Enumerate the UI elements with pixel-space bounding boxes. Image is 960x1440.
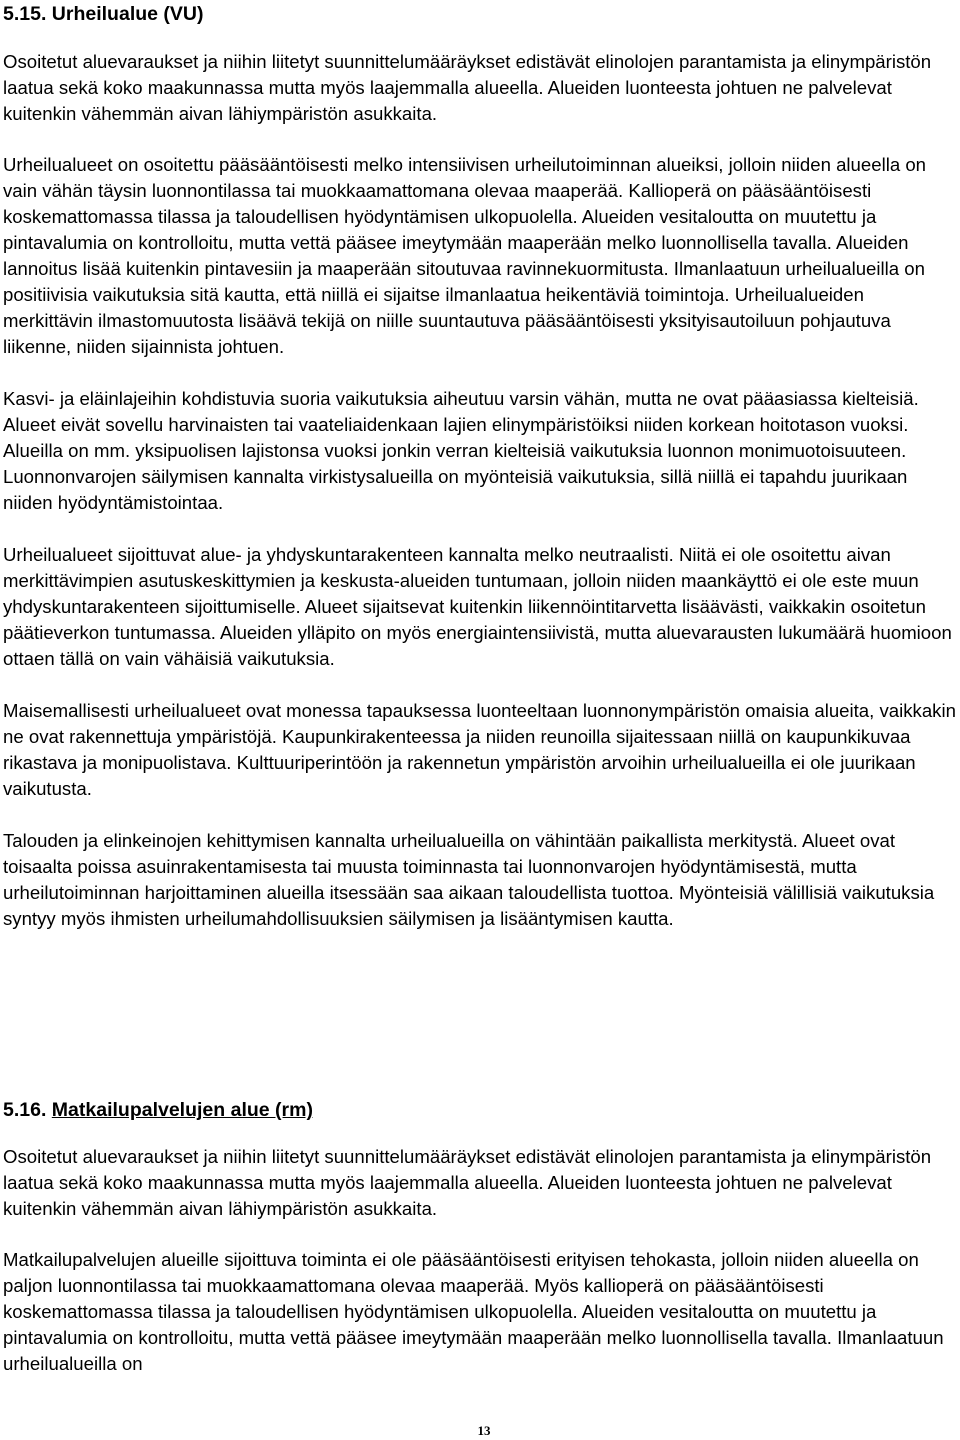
paragraph: Talouden ja elinkeinojen kehittymisen kannalta urheilualueilla on vähintään paikallista merkitystä. Alueet ovat toisaalta poissa asuinrakentamisesta tai muusta toiminnasta tai luonnonvarojen hyödyntämisestä, mutta urheilutoiminnan harjoittaminen alueilla itsessään saa aikaan taloudellista tuottoa. Myönteisiä välillisiä vaikutuksia syntyy myös ihmisten urheilumahdollisuuksien säilymisen ja lisääntymisen kautta. <box>3 830 935 929</box>
paragraph: Urheilualueet on osoitettu pääsääntöisesti melko intensiivisen urheilutoiminnan alueiksi, jolloin niiden alueella on vain vähän täysin luonnontilassa tai muokkaamattomana olevaa maaperää. Kallioperä on pääsääntöisesti koskemattomassa tilassa ja taloudellisen hyödyntämisen ulkopuolella. Alueiden vesitaloutta on muutettu ja pintavalumia on kontrolloitu, mutta vettä pääsee imeytymään maaperään melko luonnollisella tavalla. Alueiden lannoitus lisää kuitenkin pintavesiin ja maaperään sitoutuvaa ravinnekuormitusta. Ilmanlaatuun urheilualueilla on positiivisia vaikutuksia sitä kautta, että niillä ei sijaitse ilmanlaatua heikentäviä toimintoja. Urheilualueiden merkittävin ilmastomuutosta lisäävä tekijä on niille suuntautuva pääsääntöisesti yksityisautoiluun pohjautuva liikenne, niiden sijainnista johtuen. <box>3 154 927 357</box>
paragraph: Kasvi- ja eläinlajeihin kohdistuvia suoria vaikutuksia aiheutuu varsin vähän, mutta ne ovat pääasiassa kielteisiä. Alueet eivät sovellu harvinaisten tai vaateliaidenkaan lajien elinympäristöiksi niiden korkean hoitotason vuoksi. Alueilla on mm. yksipuolisen lajistonsa vuoksi jonkin verran kielteisiä vaikutuksia luonnon monimuotoisuuteen. Luonnonvarojen säilymisen kannalta virkistysalueilla on myönteisiä vaikutuksia, sillä niillä ei tapahdu juurikaan niiden hyödyntämistointaa. <box>3 388 919 513</box>
section-heading <box>3 1 958 27</box>
section-title: Matkailupalvelujen alue (rm) <box>51 1099 313 1121</box>
section-number: 5.15. <box>3 3 47 25</box>
paragraph: Matkailupalvelujen alueille sijoittuva toiminta ei ole pääsääntöisesti erityisen tehokasta, jolloin niiden alueella on paljon luonnontilassa tai muokkaamattomana olevaa maaperää. Myös kallioperä on pääsääntöisesti koskemattomassa tilassa ja taloudellisen hyödyntämisen ulkopuolella. Alueiden vesitaloutta on muutettu ja pintavalumia on kontrolloitu, mutta vettä pääsee imeytymään maaperään melko luonnollisella tavalla. Ilmanlaatuun urheilualueilla on <box>3 1249 944 1374</box>
section-urheilualue <box>3 0 958 932</box>
paragraph: Osoitetut aluevaraukset ja niihin liitetyt suunnittelumääräykset edistävät elinolojen parantamista ja elinympäristön laatua sekä koko maakunnassa mutta myös laajemmalla alueella. Alueiden luonteesta johtuen ne palvelevat kuitenkin vähemmän aivan lähiympäristön asukkaita. <box>3 1146 932 1219</box>
paragraph: Osoitetut aluevaraukset ja niihin liitetyt suunnittelumääräykset edistävät elinolojen parantamista ja elinympäristön laatua sekä koko maakunnassa mutta myös laajemmalla alueella. Alueiden luonteesta johtuen ne palvelevat kuitenkin vähemmän aivan lähiympäristön asukkaita. <box>3 51 932 124</box>
page-number: 13 <box>477 1423 491 1438</box>
section-heading <box>3 1097 958 1123</box>
paragraph: Maisemallisesti urheilualueet ovat monessa tapauksessa luonteeltaan luonnonympäristön omaisia alueita, vaikkakin ne ovat rakennettuja ympäristöjä. Kaupunkirakenteessa ja niiden reunoilla sijaitessaan niillä on kaupunkikuvaa rikastava ja monipuolistava. Kulttuuriperintöön ja rakennetun ympäristön arvoihin urheilualueilla ei ole juurikaan vaikutusta. <box>3 700 956 799</box>
section-title: Urheilualue (VU) <box>51 3 204 25</box>
section-matkailupalvelujen-alue <box>3 1097 958 1377</box>
section-number: 5.16. <box>3 1099 47 1121</box>
paragraph: Urheilualueet sijoittuvat alue- ja yhdyskuntarakenteen kannalta melko neutraalisti. Niitä ei ole osoitettu aivan merkittävimpien asutuskeskittymien ja keskusta-alueiden tuntumaan, jolloin niiden maankäyttö ei ole este muun yhdyskuntarakenteen sijoittumiselle. Alueet sijaitsevat kuitenkin liikennöintitarvetta lisäävästi, vaikkakin osoitetun päätieverkon tuntumassa. Alueiden ylläpito on myös energiaintensiivistä, mutta aluevarausten lukumäärä huomioon ottaen tällä on vain vähäisiä vaikutuksia. <box>3 544 952 669</box>
